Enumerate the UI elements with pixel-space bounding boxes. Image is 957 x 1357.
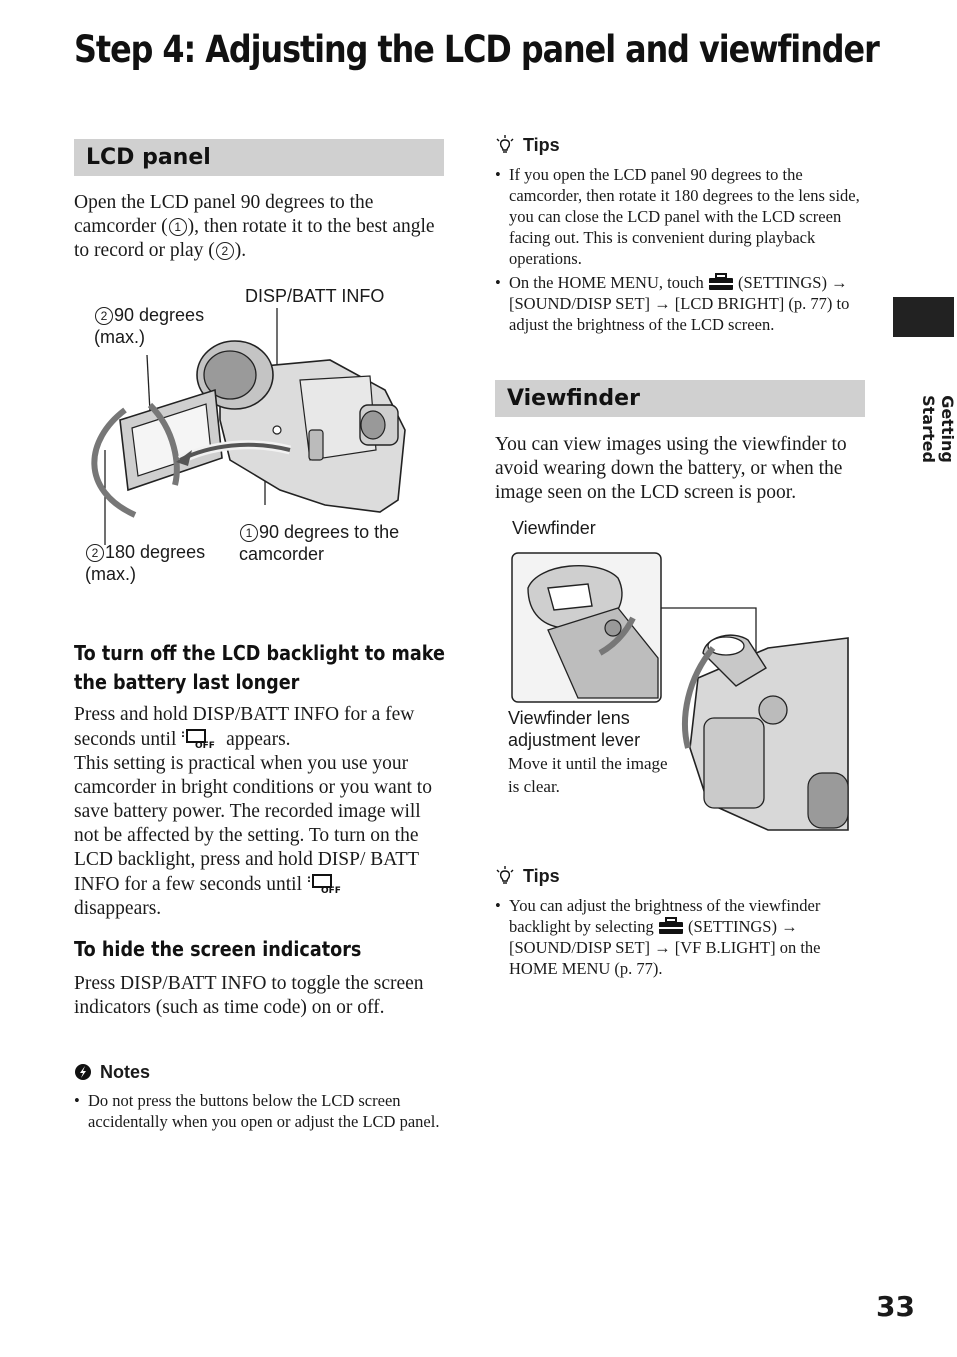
label-90-camcorder-text: 90 degrees to the camcorder (239, 522, 400, 564)
hide-indicators-body: Press DISP/BATT INFO to toggle the screen indicators (such as time code) on or off. (74, 973, 424, 1018)
lcd-intro (74, 191, 446, 263)
page-title: Step 4: Adjusting the LCD panel and viewfinder (74, 28, 879, 71)
notes-list (74, 1090, 446, 1135)
backlight-off-icon (181, 727, 221, 749)
circled-number: 1 (169, 218, 187, 236)
backlight-p1-b: appears. (226, 729, 291, 750)
notes-heading-row (74, 1062, 150, 1083)
circled-number: 2 (216, 242, 234, 260)
list-item: • If you open the LCD panel 90 degrees to the camcorder, then rotate it 180 degrees to the lens side, you can close the LCD panel with the LCD screen facing out. This is convenient during playback operations. (495, 164, 867, 269)
tips-bottom-heading-row (495, 866, 560, 887)
backlight-p2-b: disappears. (74, 898, 162, 919)
tips-top-list (495, 164, 867, 338)
backlight-off-icon (307, 872, 347, 894)
tip2-text-b: (SETTINGS) → [SOUND/DISP SET] → [LCD BRIGHT] (p. 77) to adjust the brightness of the LCD screen. (509, 273, 850, 334)
lever-desc: Move it until the image is clear. (508, 754, 668, 796)
viewfinder-body: You can view images using the viewfinder to avoid wearing down the battery, or when the image seen on the LCD screen is poor. (495, 434, 847, 503)
backlight-p2-a: This setting is practical when you use your camcorder in bright conditions or you want to save battery power. The recorded image will not be affected by the setting. To turn on the LCD backlight, press and hold DISP/ BATT INFO for a few seconds until (74, 753, 432, 895)
circled-number: 1 (240, 524, 258, 542)
label-90-max-text: 90 degrees (max.) (94, 305, 205, 347)
lcd-panel-illustration (80, 300, 440, 530)
circled-number: 2 (86, 544, 104, 562)
svg-text:OFF: OFF (195, 741, 216, 751)
tip-b1-text-a: You can adjust the brightness of the viewfinder backlight by selecting (509, 896, 821, 936)
section-tab-marker (893, 297, 954, 337)
circled-number: 2 (95, 307, 113, 325)
notes-heading: Notes (100, 1062, 151, 1082)
tips-lightbulb-icon (495, 135, 515, 155)
list-item (495, 895, 867, 979)
tips-bottom-list (495, 895, 867, 982)
svg-text:OFF: OFF (320, 886, 341, 896)
label-180-max (85, 541, 225, 585)
svg-text::: : (306, 874, 311, 885)
lcd-intro-a: Open the LCD panel 90 degrees to the camcorder ( (74, 192, 374, 237)
svg-text::: : (181, 729, 186, 740)
disp-batt-label: DISP/BATT INFO (245, 286, 385, 306)
tips-top-heading-row (495, 135, 560, 156)
label-180-max-text: 180 degrees (max.) (85, 542, 206, 584)
section-tab-label: Getting Started (919, 395, 957, 463)
page-number: 33 (876, 1290, 915, 1323)
tips-lightbulb-icon (495, 866, 515, 886)
notes-icon (74, 1063, 92, 1081)
list-item: • Do not press the buttons below the LCD screen accidentally when you open or adjust the LCD panel. (74, 1090, 446, 1132)
backlight-heading: To turn off the LCD backlight to make the battery last longer (74, 641, 445, 694)
backlight-body (74, 703, 449, 921)
lever-label: Viewfinder lens adjustment lever (508, 708, 641, 750)
lcd-intro-b: ), then rotate it to the best angle to record or play ( (74, 216, 435, 261)
viewfinder-heading: Viewfinder (495, 380, 865, 417)
lcd-intro-c: ). (234, 240, 247, 261)
tips-top-heading: Tips (523, 135, 560, 155)
backlight-p1-a: Press and hold DISP/BATT INFO for a few seconds until (74, 704, 415, 750)
settings-toolbox-icon (658, 917, 684, 935)
list-item (495, 272, 867, 335)
settings-toolbox-icon (708, 273, 734, 291)
tip-b1-text-b: (SETTINGS) → [SOUND/DISP SET] → [VF B.LIGHT] on the HOME MENU (p. 77). (509, 917, 821, 978)
lcd-panel-heading: LCD panel (74, 139, 444, 176)
hide-indicators-heading: To hide the screen indicators (74, 937, 362, 961)
viewfinder-label: Viewfinder (512, 518, 596, 538)
tip2-text-a: On the HOME MENU, touch (509, 273, 704, 292)
tips-bottom-heading: Tips (523, 866, 560, 886)
